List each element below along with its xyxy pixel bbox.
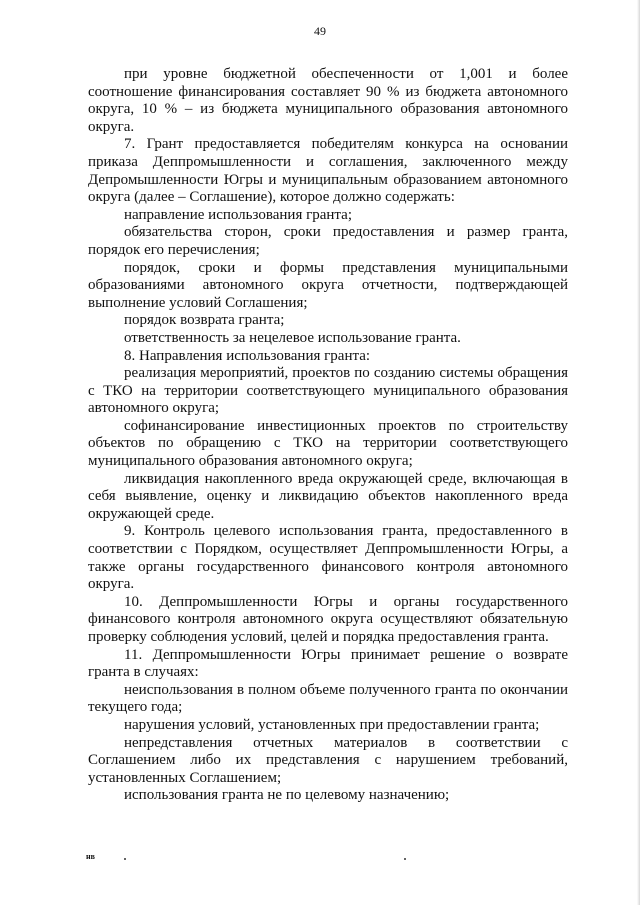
paragraph: софинансирование инвестиционных проектов по строительству объектов по обращению с ТКО на территории соответствующего муниципального образования автономного округа;	[88, 417, 568, 470]
page-number: 49	[314, 24, 326, 38]
paragraph: 10. Деппромышленности Югры и органы государственного финансового контроля автономного округа осуществляют обязательную проверку соблюдения условий, целей и порядка предоставления гранта.	[88, 593, 568, 645]
paragraph: при уровне бюджетной обеспеченности от 1,001 и более соотношение финансирования составляет 90 % из бюджета автономного округа, 10 % – из бюджета муниципального образования автономного округа.	[88, 66, 568, 135]
paragraph: 8. Направления использования гранта:	[124, 347, 371, 364]
paragraph: 11. Деппромышленности Югры принимает решение о возврате гранта в случаях:	[88, 646, 568, 681]
paragraph: 9. Контроль целевого использования гранта, предоставленного в соответствии с Порядком, осуществляет Деппромышленности Югры, а также органы государственного финансового контроля автономного округа.	[88, 523, 568, 593]
paragraph: порядок, сроки и формы представления муниципальными образованиями автономного округа отчетности, подтверждающей выполнение условий Соглашения;	[88, 259, 568, 311]
paragraph: непредставления отчетных материалов в соответствии с Соглашением либо их представления с нарушением требований, установленных Соглашением;	[88, 734, 568, 786]
paragraph: реализация мероприятий, проектов по созданию системы обращения с ТКО на территории соответствующего муниципального образования автономного округа;	[88, 365, 568, 417]
paragraph: нарушения условий, установленных при предоставлении гранта;	[124, 716, 540, 733]
paragraph: ответственность за нецелевое использование гранта.	[124, 329, 461, 346]
paragraph: ликвидация накопленного вреда окружающей среде, включающая в себя выявление, оценку и ликвидацию объектов накопленного вреда окружающей среде.	[88, 470, 568, 522]
paragraph: неиспользования в полном объеме полученного гранта по окончании текущего года;	[88, 681, 568, 716]
document-body	[88, 66, 568, 805]
paragraph: порядок возврата гранта;	[124, 312, 285, 329]
scan-speck	[124, 858, 126, 860]
paragraph: направление использования гранта;	[124, 206, 352, 223]
paragraph: 7. Грант предоставляется победителям конкурса на основании приказа Деппромышленности и соглашения, заключенного между Депромышленности Югры и муниципальным образованием автономного округа (далее – Соглашение), которое должно содержать:	[88, 136, 568, 206]
scan-speck	[404, 858, 406, 860]
paragraph: обязательства сторон, сроки предоставления и размер гранта, порядок его перечисления;	[88, 224, 568, 258]
paragraph: использования гранта не по целевому назначению;	[124, 787, 450, 804]
footer-mark: нв	[86, 852, 95, 861]
